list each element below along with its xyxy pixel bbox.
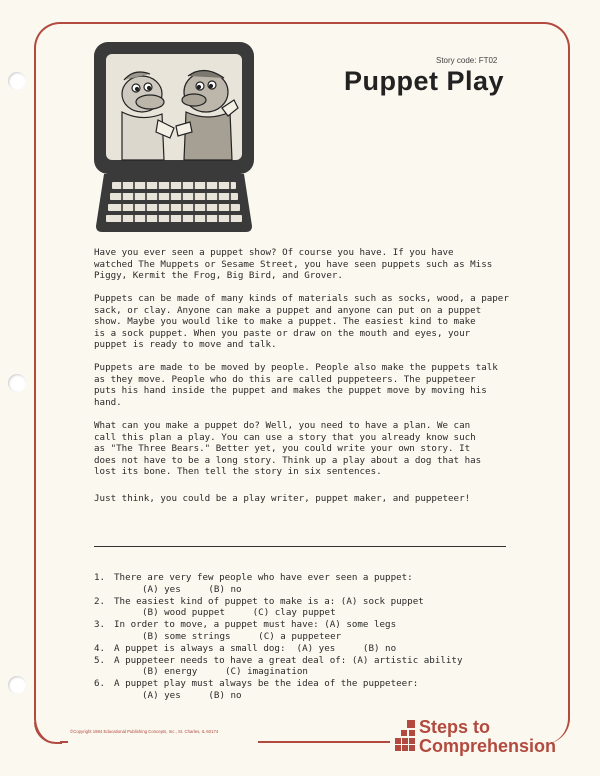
steps-logo-icon	[395, 720, 417, 752]
question-item	[94, 619, 514, 643]
computer-with-puppets-icon	[94, 42, 254, 232]
question-text: A puppet is always a small dog: (A) yes (B) no	[114, 642, 397, 654]
question-text: There are very few people who have ever seen a puppet:	[114, 572, 413, 583]
question-number: 5.	[94, 654, 106, 666]
footer-rule	[60, 741, 68, 743]
paragraph	[94, 293, 544, 351]
text-line: puppet is ready to move and talk.	[94, 339, 277, 350]
question-list	[94, 572, 514, 702]
text-line: call this plan a play. You can use a story that you already know such	[94, 431, 476, 443]
text-line: hand.	[94, 396, 122, 408]
answer-options: (A) yes (B) no	[142, 689, 242, 701]
text-line: Have you ever seen a puppet show? Of course you have. If you have	[94, 247, 454, 258]
question-text: In order to move, a puppet must have: (A) some legs	[114, 619, 397, 631]
page-border-corner	[34, 722, 62, 744]
text-line: lost its bone. Then tell the story in six sentences.	[94, 466, 382, 477]
answer-options: (B) energy (C) imagination	[142, 666, 308, 678]
binder-hole	[8, 72, 26, 90]
question-number: 6.	[94, 678, 106, 690]
question-text: A puppet play must always be the idea of the puppeteer:	[114, 678, 419, 690]
text-line: as they move. People who do this are called puppeteers. The puppeteer	[94, 373, 476, 385]
question-text: The easiest kind of puppet to make is a: (A) sock puppet	[114, 595, 424, 607]
question-item	[94, 643, 514, 655]
question-item	[94, 678, 514, 702]
text-line: is a sock puppet. When you paste or draw on the mouth and eyes, your	[94, 327, 471, 339]
question-text: A puppeteer needs to have a great deal of: (A) artistic ability	[114, 654, 463, 666]
question-item	[94, 655, 514, 679]
footer-rule	[258, 741, 390, 743]
logo-line: Steps to	[419, 717, 491, 737]
page-title: Puppet Play	[344, 66, 505, 96]
logo-line: Comprehension	[419, 736, 557, 756]
text-line: watched The Muppets or Sesame Street, you have seen puppets such as Miss	[94, 258, 493, 270]
text-line: does not have to be a long story. Think up a play about a dog that has	[94, 454, 482, 466]
brand-logo-text	[419, 718, 556, 756]
divider	[94, 546, 506, 547]
answer-options: (B) wood puppet (C) clay puppet	[142, 607, 336, 619]
text-line: as "The Three Bears." Better yet, you could write your own story. It	[94, 443, 471, 454]
question-number: 3.	[94, 619, 106, 631]
paragraph	[94, 493, 544, 505]
text-line: show. Maybe you would like to make a puppet. The easiest kind to make	[94, 316, 476, 327]
question-number: 4.	[94, 642, 106, 654]
text-line: sack, or clay. Anyone can make a puppet and anyone can put on a puppet	[94, 304, 482, 316]
text-line: Piggy, Kermit the Frog, Big Bird, and Grover.	[94, 270, 343, 281]
binder-hole	[8, 676, 26, 694]
text-line: Puppets are made to be moved by people. People also make the puppets talk	[94, 362, 498, 373]
question-item	[94, 596, 514, 620]
text-line: Puppets can be made of many kinds of materials such as socks, wood, a paper	[94, 293, 509, 304]
paragraph	[94, 362, 544, 408]
question-number: 2.	[94, 595, 106, 607]
answer-options: (A) yes (B) no	[142, 583, 242, 595]
binder-hole	[8, 374, 26, 392]
answer-options: (B) some strings (C) a puppeteer	[142, 630, 342, 642]
paragraph	[94, 247, 544, 282]
question-number: 1.	[94, 572, 106, 583]
text-line: What can you make a puppet do? Well, you need to have a plan. We can	[94, 420, 471, 431]
story-code: Story code: FT02	[436, 56, 498, 65]
paragraph	[94, 420, 544, 478]
text-line: Just think, you could be a play writer, puppet maker, and puppeteer!	[94, 493, 471, 504]
question-item	[94, 572, 514, 596]
copyright-notice: ©Copyright 1984 Educational Publishing Concepts, Inc., St. Charles, IL 60174	[70, 729, 219, 734]
text-line: puts his hand inside the puppet and makes the puppet move by moving his	[94, 385, 487, 396]
